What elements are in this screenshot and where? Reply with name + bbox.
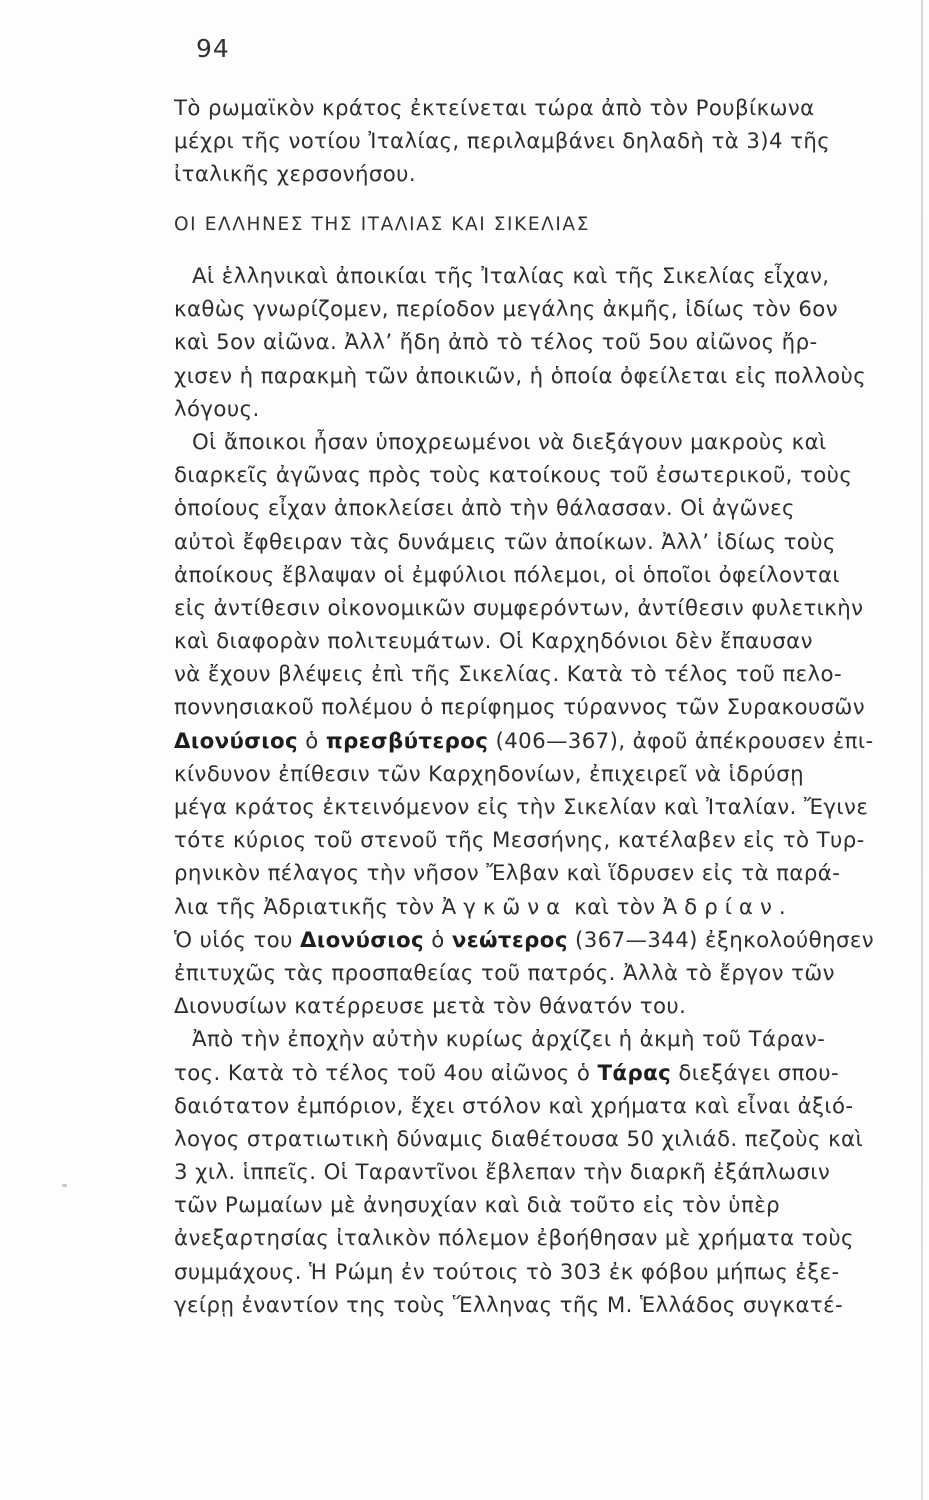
spaced-place-name: Ἀδρίαν. — [662, 894, 793, 920]
dust-speck — [62, 1184, 67, 1187]
bold-name: Διονύσιος — [174, 728, 299, 754]
bold-epithet: νεώτερος — [451, 927, 568, 953]
body-line — [174, 891, 918, 924]
body-line: αὐτοὶ ἔφθειραν τὰς δυνάμεις τῶν ἀποίκων. Ἀλλ’ ἰδίως τοὺς — [174, 529, 836, 555]
text-run: ὁ — [298, 728, 326, 754]
body-line: εἰς ἀντίθεσιν οἰκονομικῶν συμφερόντων, ἀντίθεσιν φυλετικὴν — [174, 595, 864, 621]
body-line: λόγους. — [174, 396, 260, 422]
body-line: καὶ 5ον αἰῶνα. Ἀλλ’ ἤδη ἀπὸ τὸ τέλος τοῦ 5ου αἰῶνος ἤρ- — [174, 330, 818, 356]
spaced-place-name: Ἀγκῶνα — [441, 894, 568, 920]
body-line: διαρκεῖς ἀγῶνας πρὸς τοὺς κατοίκους τοῦ ἐσωτερικοῦ, τοὺς — [174, 463, 853, 489]
bold-name: Διονύσιος — [300, 927, 425, 953]
text-run: τος. Κατὰ τὸ τέλος τοῦ 4ου αἰῶνος ὁ — [174, 1060, 598, 1086]
body-line: συμμάχους. Ἡ Ρώμη ἐν τούτοις τὸ 303 ἐκ φόβου μήπως ἐξε- — [174, 1259, 840, 1285]
body-line: Ἀπὸ τὴν ἐποχὴν αὐτὴν κυρίως ἀρχίζει ἡ ἀκμὴ τοῦ Τάραν- — [192, 1027, 826, 1053]
text-run: ὁ — [424, 927, 452, 953]
body-line: γείρῃ ἐναντίον της τοὺς Ἕλληνας τῆς Μ. Ἑλλάδος συγκατέ- — [174, 1292, 844, 1318]
body-text — [174, 260, 918, 1322]
page-edge — [921, 0, 923, 1500]
body-line: μέγα κράτος ἐκτεινόμενον εἰς τὴν Σικελίαν καὶ Ἰταλίαν. Ἔγινε — [174, 795, 869, 820]
body-line: ρηνικὸν πέλαγος τὴν νῆσον Ἔλβαν καὶ ἵδρυσεν εἰς τὰ παρά- — [174, 861, 841, 887]
intro-line: Τὸ ρωμαϊκὸν κράτος ἐκτείνεται τώρα ἀπὸ τὸν Ρουβίκωνα — [174, 96, 815, 121]
body-line: Οἱ ἄποικοι ἦσαν ὑποχρεωμένοι νὰ διεξάγουν μακροὺς καὶ — [192, 429, 827, 455]
body-line: ἀνεξαρτησίας ἰταλικὸν πόλεμον ἐβοήθησαν μὲ χρήματα τοὺς — [174, 1226, 854, 1252]
body-line: καὶ διαφορὰν πολιτευμάτων. Οἱ Καρχηδόνιοι δὲν ἔπαυσαν — [174, 629, 813, 655]
text-run: λια τῆς Ἀδριατικῆς τὸν — [174, 894, 442, 920]
text-run: (367—344) ἐξηκολούθησεν — [567, 927, 875, 953]
intro-line: ἰταλικῆς χερσονήσου. — [174, 162, 417, 188]
text-run: (406—367), ἀφοῦ ἀπέκρουσεν ἐπι- — [488, 728, 874, 754]
body-line — [174, 924, 918, 957]
body-line: δαιότατον ἐμπόριον, ἔχει στόλον καὶ χρήματα καὶ εἶναι ἀξιό- — [174, 1093, 854, 1119]
body-line — [174, 1057, 918, 1090]
body-line: Αἱ ἑλληνικαὶ ἀποικίαι τῆς Ἰταλίας καὶ τῆς Σικελίας εἶχαν, — [192, 264, 830, 289]
body-line: χισεν ἡ παρακμὴ τῶν ἀποικιῶν, ἡ ὁποία ὀφείλεται εἰς πολλοὺς — [174, 363, 867, 389]
body-line: ποννησιακοῦ πολέμου ὁ περίφημος τύραννος τῶν Συρακουσῶν — [174, 695, 866, 721]
body-line: τότε κύριος τοῦ στενοῦ τῆς Μεσσήνης, κατέλαβεν εἰς τὸ Τυρ- — [174, 828, 865, 854]
body-line: ἐπιτυχῶς τὰς προσπαθείας τοῦ πατρός. Ἀλλὰ τὸ ἔργον τῶν — [174, 960, 835, 986]
text-run: διεξάγει σπου- — [671, 1060, 840, 1086]
intro-line: μέχρι τῆς νοτίου Ἰταλίας, περιλαμβάνει δηλαδὴ τὰ 3)4 τῆς — [174, 129, 831, 155]
body-line: λογος στρατιωτικὴ δύναμις διαθέτουσα 50 χιλιάδ. πεζοὺς καὶ — [174, 1126, 864, 1152]
page-number: 94 — [196, 34, 230, 63]
body-line: ὁποίους εἶχαν ἀποκλείσει ἀπὸ τὴν θάλασσαν. Οἱ ἀγῶνες — [174, 496, 795, 522]
body-line: ἀποίκους ἔβλαψαν οἱ ἐμφύλιοι πόλεμοι, οἱ ὁποῖοι ὀφείλονται — [174, 562, 841, 588]
body-line: νὰ ἔχουν βλέψεις ἐπὶ τῆς Σικελίας. Κατὰ τὸ τέλος τοῦ πελο- — [174, 662, 843, 688]
body-line: τῶν Ρωμαίων μὲ ἀνησυχίαν καὶ διὰ τοῦτο εἰς τὸν ὑπὲρ — [174, 1193, 781, 1219]
body-line: 3 χιλ. ἱππεῖς. Οἱ Ταραντῖνοι ἔβλεπαν τὴν διαρκῆ ἐξάπλωσιν — [174, 1160, 831, 1186]
text-run: Ὁ υἱός του — [174, 927, 301, 953]
intro-paragraph — [174, 92, 918, 192]
bold-epithet: πρεσβύτερος — [325, 728, 489, 754]
body-line — [174, 725, 918, 758]
body-line: Διονυσίων κατέρρευσε μετὰ τὸν θάνατόν του. — [174, 994, 687, 1020]
text-run: καὶ τὸν — [567, 894, 663, 920]
bold-name: Τάρας — [597, 1060, 672, 1086]
body-line: κίνδυνον ἐπίθεσιν τῶν Καρχηδονίων, ἐπιχειρεῖ νὰ ἱδρύσῃ — [174, 761, 805, 787]
section-heading: ΟΙ ΕΛΛΗΝΕΣ ΤΗΣ ΙΤΑΛΙΑΣ ΚΑΙ ΣΙΚΕΛΙΑΣ — [174, 214, 590, 235]
body-line: καθὼς γνωρίζομεν, περίοδον μεγάλης ἀκμῆς, ἰδίως τὸν 6ον — [174, 297, 838, 323]
